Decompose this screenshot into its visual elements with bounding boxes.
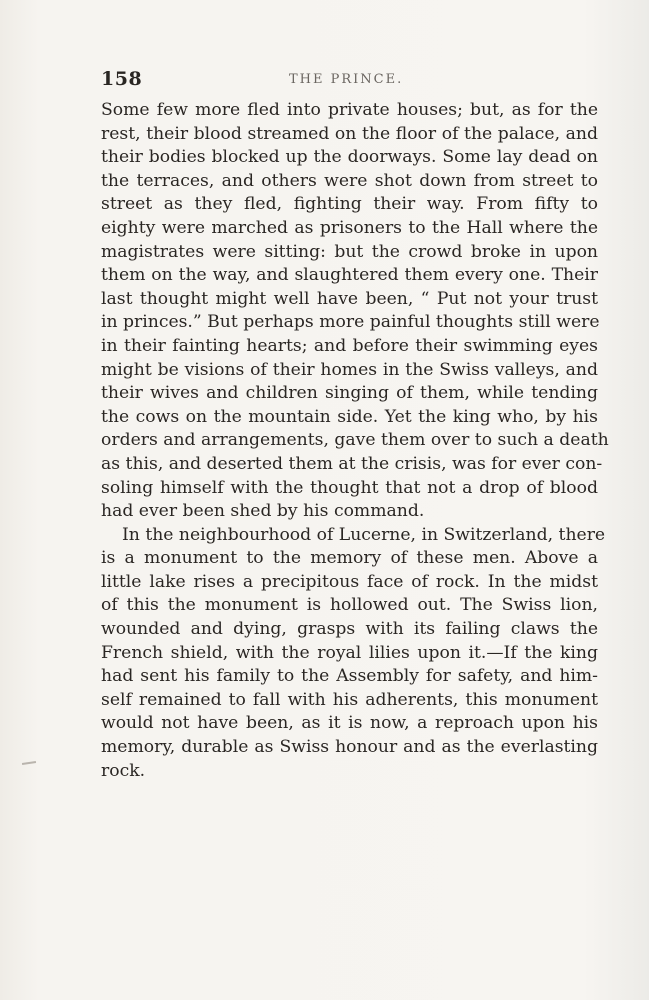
text-line: French shield, with the royal lilies upon it.—If the king	[101, 642, 598, 663]
text-line: in princes.” But perhaps more painful thoughts still were	[101, 312, 600, 333]
text-line: In the neighbourhood of Lucerne, in Switzerland, there	[122, 524, 606, 545]
text-line: had sent his family to the Assembly for safety, and him-	[101, 666, 598, 687]
text-line: had ever been shed by his command.	[101, 501, 425, 522]
text-line: might be visions of their homes in the Swiss valleys, and	[101, 359, 598, 380]
text-line: in their fainting hearts; and before their swimming eyes	[101, 335, 598, 356]
text-line: orders and arrangements, gave them over to such a death	[101, 430, 609, 451]
margin-pencil-mark	[22, 761, 36, 765]
text-line: their bodies blocked up the doorways. Some lay dead on	[101, 147, 598, 168]
text-line: eighty were marched as prisoners to the Hall where the	[101, 217, 598, 238]
text-line: Some few more fled into private houses; but, as for the	[101, 100, 598, 120]
text-line: self remained to fall with his adherents, this monument	[101, 689, 598, 710]
text-line: soling himself with the thought that not a drop of blood	[101, 477, 598, 498]
text-line: of this the monument is hollowed out. The Swiss lion,	[101, 595, 598, 616]
text-line: the terraces, and others were shot down from street to	[101, 170, 598, 191]
text-line: would not have been, as it is now, a reproach upon his	[101, 713, 598, 734]
text-line: them on the way, and slaughtered them every one. Their	[101, 265, 598, 286]
body-text	[101, 99, 609, 783]
text-line: memory, durable as Swiss honour and as the everlasting	[101, 737, 598, 758]
text-line: is a monument to the memory of these men. Above a	[101, 548, 598, 569]
page-number: 158	[101, 68, 143, 90]
text-line: street as they fled, fighting their way. From fifty to	[101, 194, 598, 215]
text-line: their wives and children singing of them, while tending	[101, 383, 598, 404]
text-line: rock.	[101, 760, 146, 781]
running-head: THE PRINCE.	[289, 72, 404, 87]
text-line: little lake rises a precipitous face of rock. In the midst	[101, 571, 598, 592]
page-header	[101, 68, 598, 92]
paragraph-2	[101, 524, 606, 784]
text-line: rest, their blood streamed on the floor of the palace, and	[101, 123, 598, 144]
text-line: last thought might well have been, “ Put not your trust	[101, 288, 598, 309]
text-line: the cows on the mountain side. Yet the king who, by his	[101, 406, 598, 427]
text-line: wounded and dying, grasps with its failing claws the	[101, 619, 598, 640]
text-line: as this, and deserted them at the crisis, was for ever con-	[101, 453, 603, 474]
text-line: magistrates were sitting: but the crowd broke in upon	[101, 241, 598, 262]
paragraph-1	[101, 99, 609, 524]
